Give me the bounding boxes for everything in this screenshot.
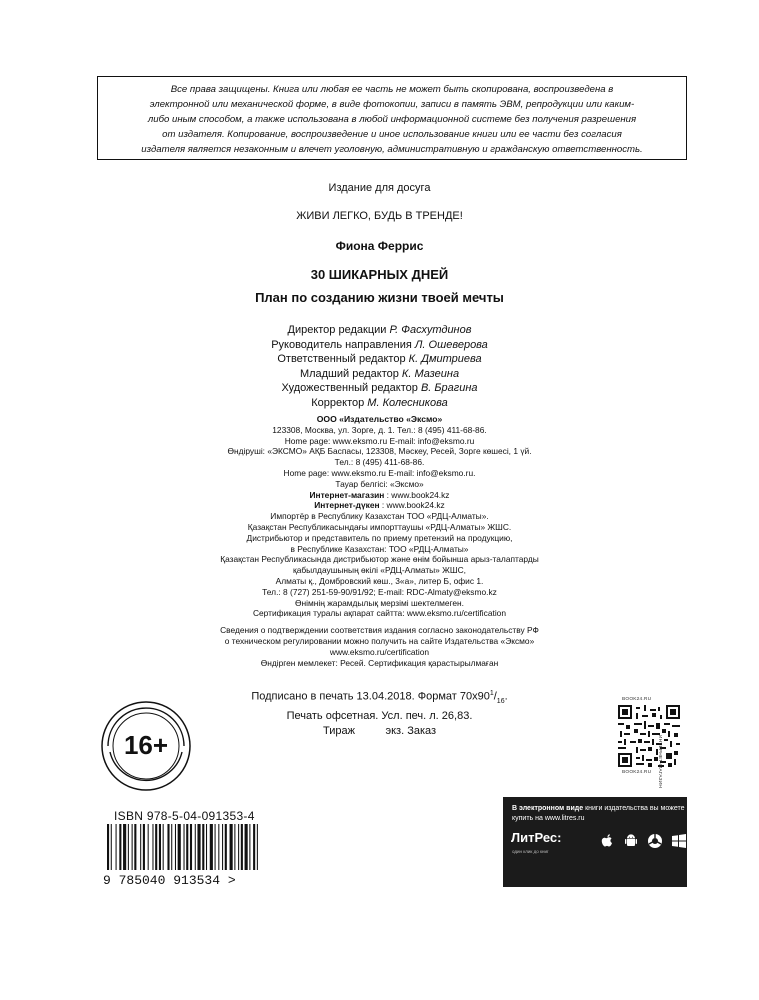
publisher-line: Home page: www.eksmo.ru E-mail: info@eksmo.ru. xyxy=(283,467,476,478)
publisher-line: Импортёр в Республику Казахстан ТОО «РДЦ-Алматы». xyxy=(270,511,489,522)
publisher-line: Дистрибьютор и представитель по приему претензий на продукцию, xyxy=(246,532,513,543)
qr-code xyxy=(618,705,680,767)
book-subtitle: План по созданию жизни твоей мечты xyxy=(255,290,504,305)
credit-line: Директор редакции Р. Фасхутдинов xyxy=(287,324,472,336)
certification-line: о техническом регулировании можно получить на сайте Издательства «Эксмо» xyxy=(224,635,535,646)
publisher-line: Тел.: 8 (727) 251-59-90/91/92; E-mail: RDC-Almaty@eksmo.kz xyxy=(262,586,497,597)
certification-line: Сведения о подтверждении соответствия издания согласно законодательству РФ xyxy=(220,625,539,636)
credit-line: Руководитель направления Л. Ошеверова xyxy=(271,338,488,351)
store-icons xyxy=(599,833,687,849)
publisher-line: Тауар белгісі: «Эксмо» xyxy=(335,478,424,489)
qr-top-label: BOOK24.RU xyxy=(622,697,652,702)
online-shop-line: Интернет-магазин : www.book24.kz xyxy=(309,489,450,500)
credit-line: Ответственный редактор К. Дмитриева xyxy=(277,353,482,366)
publisher-info xyxy=(0,414,759,668)
author-name: Фиона Феррис xyxy=(335,239,424,253)
qr-bottom-label: BOOK24.RU xyxy=(622,770,652,775)
online-shop-line-kz: Интернет-дүкен : www.book24.kz xyxy=(314,500,445,511)
copyright-line: от издателя. Копирование, воспроизведение и иное использование книги или ее части без согласия xyxy=(162,129,622,140)
publisher-line: Қазақстан Республикасында дистрибьютор және өнім бойынша арыз-талаптарды xyxy=(220,554,539,565)
credit-line: Корректор М. Колесникова xyxy=(311,396,448,409)
publisher-name: ООО «Издательство «Эксмо» xyxy=(316,414,443,424)
apple-icon[interactable] xyxy=(599,833,615,849)
publisher-line: Алматы қ., Домбровский көш., 3«а», литер Б, офис 1. xyxy=(275,575,484,586)
copyright-line: Все права защищены. Книга или любая ее часть не может быть скопирована, воспроизведена в xyxy=(170,84,614,95)
copyright-notice xyxy=(97,76,687,160)
credit-line: Художественный редактор В. Брагина xyxy=(281,382,478,395)
publisher-line: в Республике Казахстан: ТОО «РДЦ-Алматы» xyxy=(290,543,469,554)
publisher-line: Сертификация туралы ақпарат сайтта: www.eksmo.ru/certification xyxy=(252,608,507,619)
qr-side-label: ИНТЕРНЕТ-МАГАЗИН xyxy=(657,735,662,789)
publisher-line: Қазақстан Республикасындағы импорттаушы «РДЦ-Алматы» ЖШС. xyxy=(247,521,512,532)
book-title: 30 ШИКАРНЫХ ДНЕЙ xyxy=(310,267,449,282)
publisher-line: Өндіруші: «ЭКСМО» АҚБ Баспасы, 123308, Мәскеу, Ресей, Зорге көшесі, 1 үй. xyxy=(227,446,532,457)
credit-line: Младший редактор К. Мазеина xyxy=(299,367,460,380)
certification-line: Өндірген мемлекет: Ресей. Сертификация қарастырылмаған xyxy=(260,657,499,668)
editorial-credits xyxy=(0,323,759,411)
book24-qr[interactable] xyxy=(608,697,690,787)
print-run: Тираж экз. Заказ xyxy=(322,724,437,737)
browser-icon[interactable] xyxy=(647,833,663,849)
certification-line: www.eksmo.ru/certification xyxy=(329,646,430,657)
print-type: Печать офсетная. Усл. печ. л. 26,83. xyxy=(286,709,473,722)
barcode-digits: 9 785040 913534 > xyxy=(103,873,236,886)
publisher-line: Home page: www.eksmo.ru E-mail: info@eksmo.ru xyxy=(284,435,475,446)
windows-icon[interactable] xyxy=(671,833,687,849)
litres-banner[interactable] xyxy=(503,797,687,887)
copyright-line: издателя является незаконным и влечет уголовную, административную и гражданскую ответственность. xyxy=(141,144,643,155)
android-icon[interactable] xyxy=(623,833,639,849)
copyright-line: электронной или механической форме, в виде фотокопии, записи в память ЭВМ, репродукции или каким- xyxy=(149,99,635,110)
publisher-line: қабылдаушының өкілі «РДЦ-Алматы» ЖШС, xyxy=(293,565,466,576)
copyright-line: либо иным способом, а также использована в любой информационной системе без получения разрешения xyxy=(147,114,637,125)
isbn-number: ISBN 978-5-04-091353-4 xyxy=(114,809,255,823)
litres-promo-text: В электронном виде книги издательства вы можете купить на www.litres.ru xyxy=(512,805,685,822)
litres-logo: ЛитРес: xyxy=(511,830,562,845)
litres-tagline: один клик до книг xyxy=(512,849,549,854)
age-rating-badge xyxy=(100,700,192,792)
publisher-line: 123308, Москва, ул. Зорге, д. 1. Тел.: 8 (495) 411-68-86. xyxy=(272,424,487,435)
age-rating-text: 16+ xyxy=(123,730,169,760)
print-signed: Подписано в печать 13.04.2018. Формат $70x90^1/_{16}$. xyxy=(251,690,508,705)
publisher-line: Тел.: 8 (495) 411-68-86. xyxy=(334,457,425,468)
series-title: ЖИВИ ЛЕГКО, БУДЬ В ТРЕНДЕ! xyxy=(296,210,463,222)
genre-label: Издание для досуга xyxy=(328,182,431,194)
isbn-barcode xyxy=(101,824,301,886)
publisher-line: Өнімнің жарамдылық мерзімі шектелмеген. xyxy=(295,597,464,608)
